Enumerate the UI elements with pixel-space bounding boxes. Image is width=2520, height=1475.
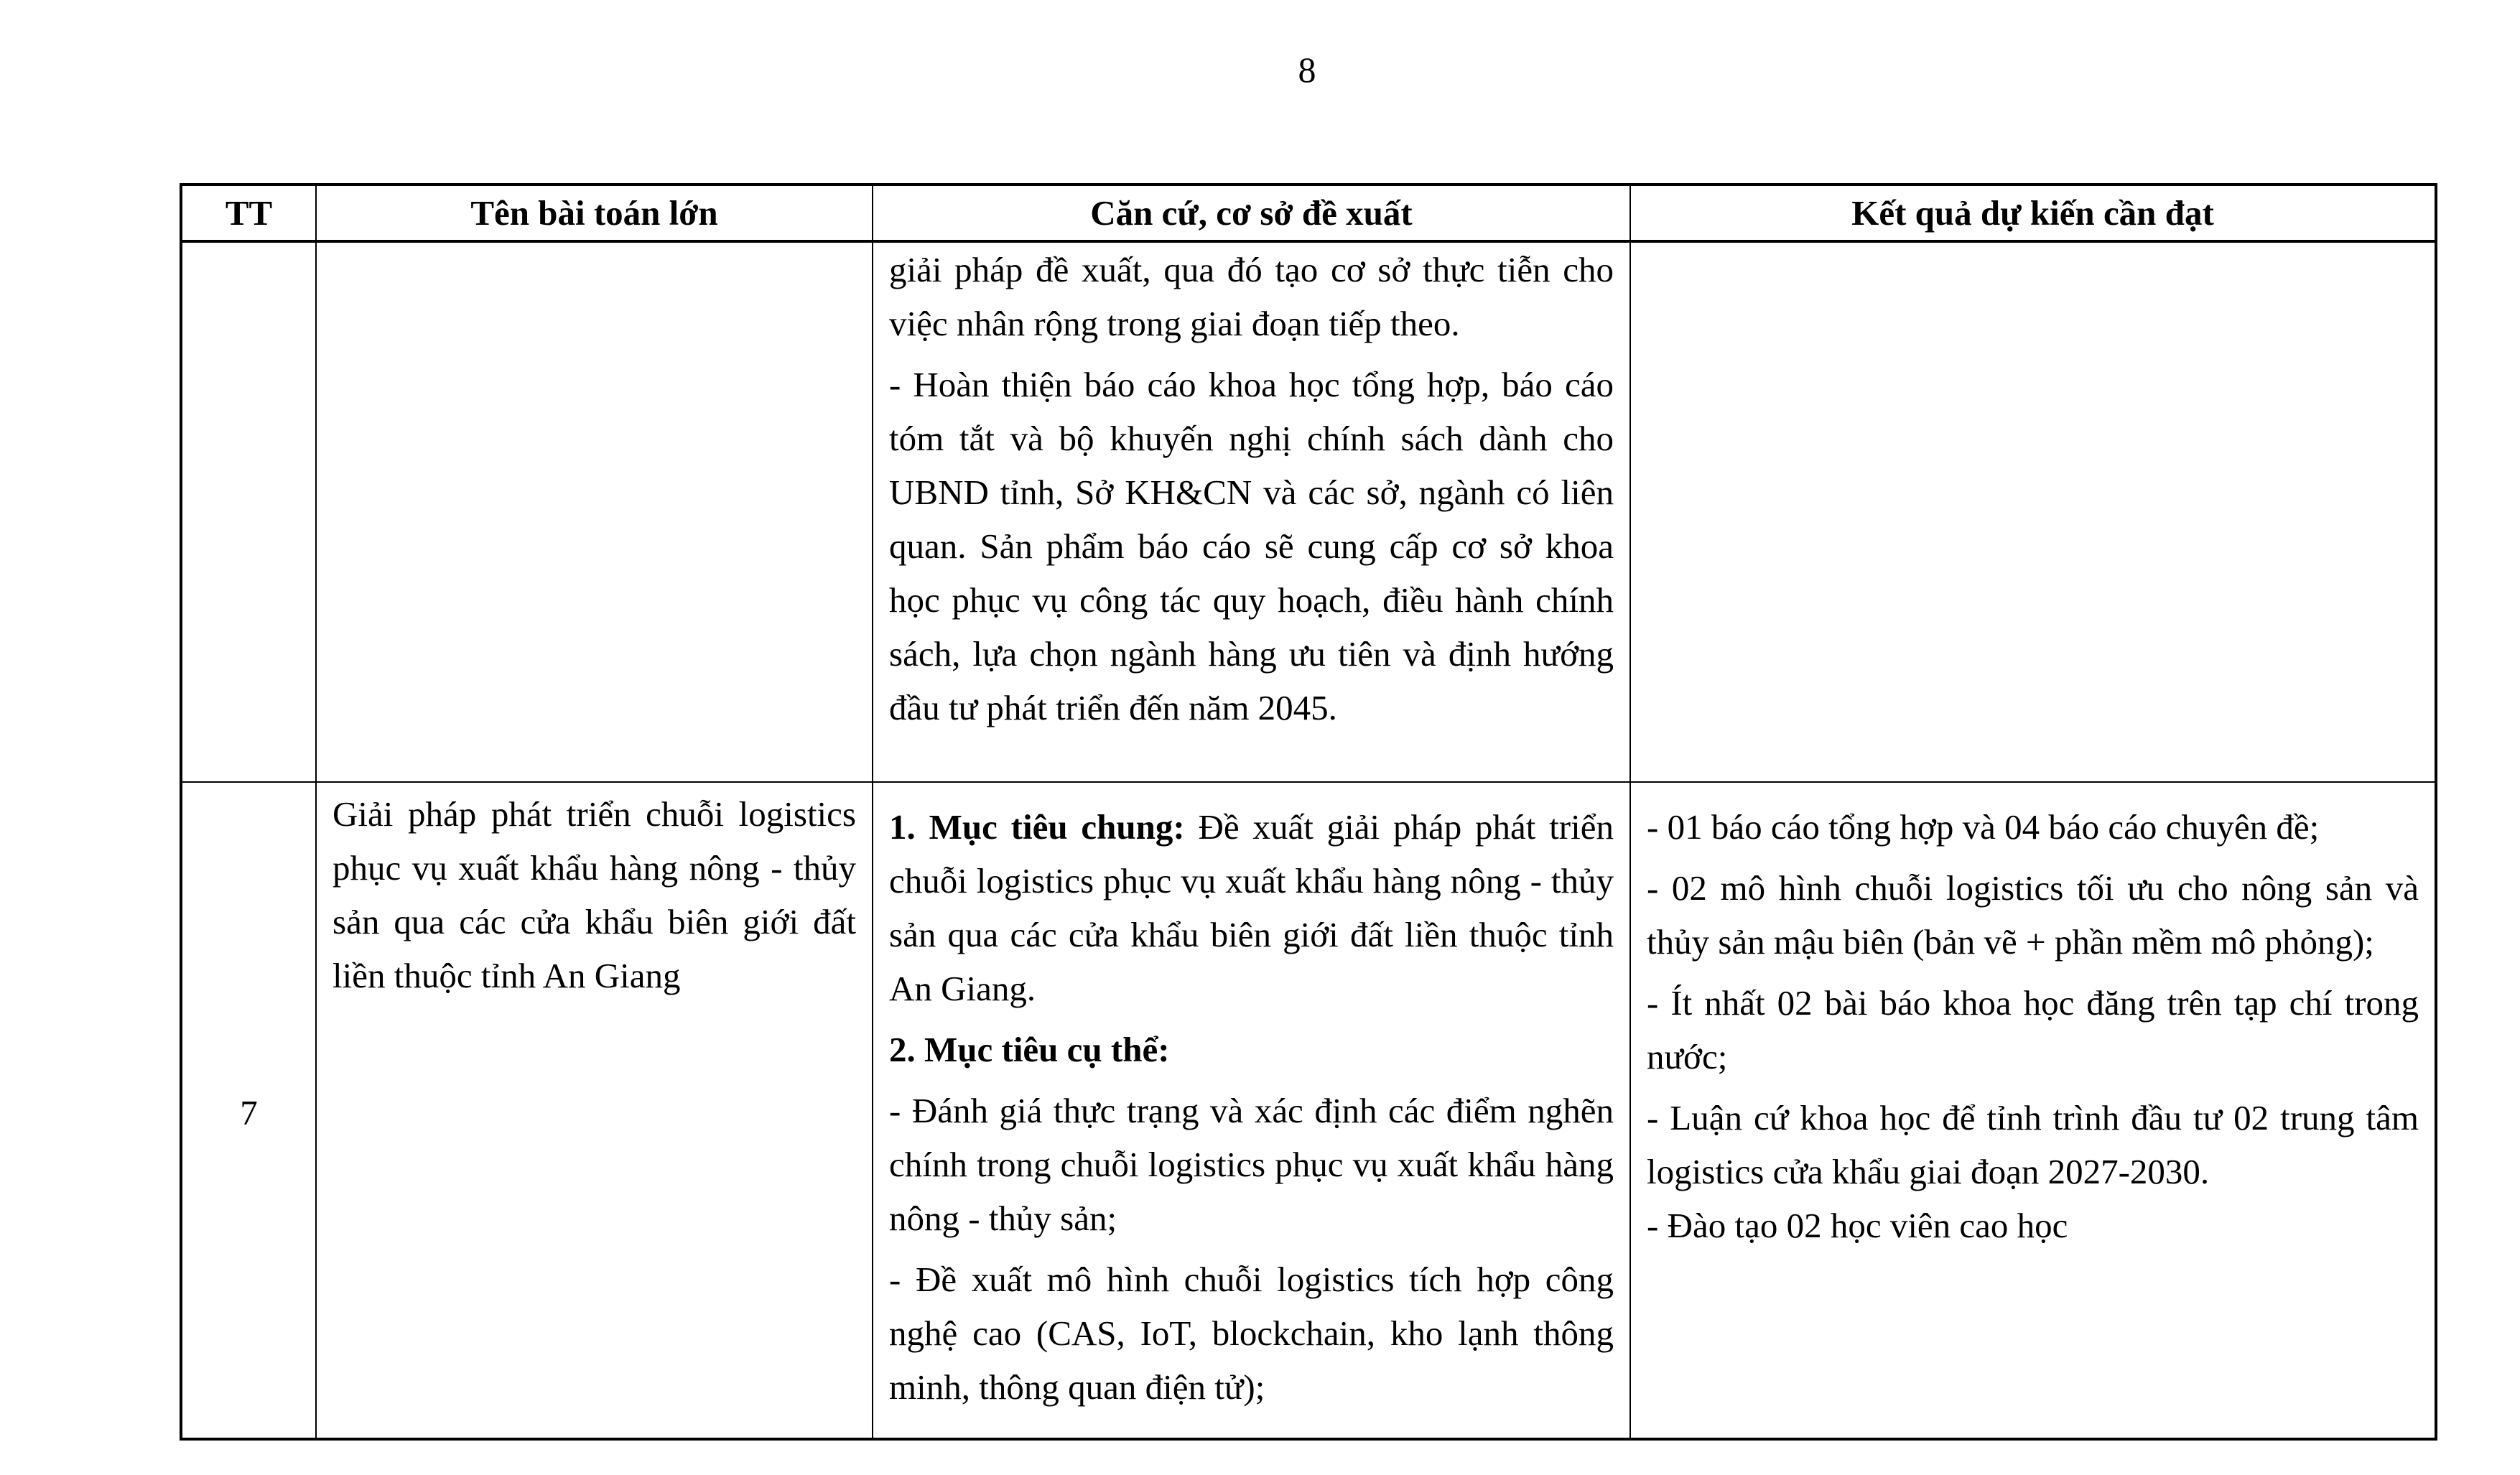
cell-tt: 7 [181,782,316,1439]
result-item: - Ít nhất 02 bài báo khoa học đăng trên tạp chí trong nước; [1647,983,2419,1076]
cell-name [316,782,873,1439]
specific-goal-item: - Đề xuất mô hình chuỗi logistics tích hợp công nghệ cao (CAS, IoT, blockchain, kho lạnh thông minh, thông quan điện tử); [889,1260,1614,1407]
cell-results [1630,241,2436,782]
cell-tt [181,241,316,782]
table-header-row [181,185,2436,241]
basis-paragraph: - Hoàn thiện báo cáo khoa học tổng hợp, báo cáo tóm tắt và bộ khuyến nghị chính sách dành cho UBND tỉnh, Sở KH&CN và các sở, ngành có liên quan. Sản phẩm báo cáo sẽ cung cấp cơ sở khoa học phục vụ công tác quy hoạch, điều hành chính sách, lựa chọn ngành hàng ưu tiên và định hướng đầu tư phát triển đến năm 2045. [889,365,1614,727]
proposal-table [180,183,2437,1441]
header-basis: Căn cứ, cơ sở đề xuất [873,185,1630,241]
general-goal-text: Đề xuất giải pháp phát triển chuỗi logistics phục vụ xuất khẩu hàng nông - thủy sản qua các cửa khẩu biên giới đất liền thuộc tỉnh An Giang. [889,807,1614,1008]
cell-results [1630,782,2436,1439]
specific-goal-item: - Đánh giá thực trạng và xác định các điểm nghẽn chính trong chuỗi logistics phục vụ xuất khẩu hàng nông - thủy sản; [889,1091,1614,1238]
table-row [181,782,2436,1439]
table-row [181,241,2436,782]
cell-name [316,241,873,782]
result-item: - 02 mô hình chuỗi logistics tối ưu cho nông sản và thủy sản mậu biên (bản vẽ + phần mềm mô phỏng); [1647,868,2419,962]
header-name: Tên bài toán lớn [316,185,873,241]
result-item: - Đào tạo 02 học viên cao học [1647,1206,2068,1245]
basis-paragraph: giải pháp đề xuất, qua đó tạo cơ sở thực tiễn cho việc nhân rộng trong giai đoạn tiếp theo. [889,250,1614,343]
specific-goal-heading [889,1023,1614,1076]
general-goal [889,800,1614,1015]
general-goal-label: 1. Mục tiêu chung: [889,807,1185,847]
page-number: 8 [1298,50,1316,90]
problem-name: Giải pháp phát triển chuỗi logistics phục vụ xuất khẩu hàng nông - thủy sản qua các cửa khẩu biên giới đất liền thuộc tỉnh An Giang [333,794,856,995]
result-item: - Luận cứ khoa học để tỉnh trình đầu tư 02 trung tâm logistics cửa khẩu giai đoạn 2027-2030. [1647,1098,2419,1191]
header-results: Kết quả dự kiến cần đạt [1630,185,2436,241]
header-tt: TT [181,185,316,241]
cell-basis [873,241,1630,782]
specific-goal-label: 2. Mục tiêu cụ thể: [889,1030,1170,1069]
result-item: - 01 báo cáo tổng hợp và 04 báo cáo chuyên đề; [1647,807,2320,847]
cell-basis [873,782,1630,1439]
